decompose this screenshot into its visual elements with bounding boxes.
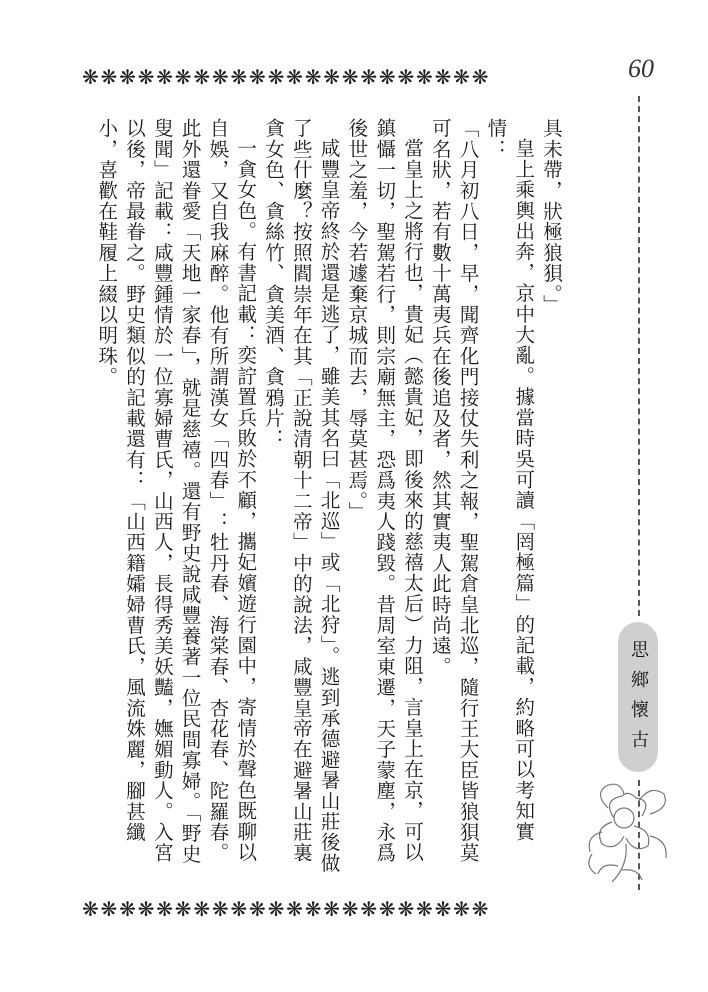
bottom-ornament-border: ❋❋❋❋❋❋❋❋❋❋❋❋❋❋❋❋❋❋❋❋❋❋ — [82, 897, 491, 921]
peony-flower-icon — [572, 770, 692, 890]
paragraph-5: 咸豐皇帝終於還是逃了，雖美其名曰「北巡」或「北狩」。逃到承德避暑山莊後做了些什麼？按照閻崇年在其「正說清朝十二帝」中的說法，咸豐皇帝在避暑山莊裏貪女色、貪絲竹、貪美酒、貪鴉片： — [262, 118, 341, 873]
page-number: 60 — [628, 54, 654, 83]
paragraph-6: 一貪女色。有書記載：奕詝置兵敗於不顧，攜妃嬪遊行園中，寄情於聲色既聊以自娛，又自我麻醉。他有所謂漢女「四春」：牡丹春、海棠春、杏花春、陀羅春。此外還眷愛「天地一家春」，就是慈禧。還有野史說咸豐養著一位民間寡婦。「野史叟聞」記載：咸豐鍾情於一位寡婦曹氏，山西人，長得秀美妖豔，嫵媚動人。入宮以後，帝最眷之。野史類似的記載還有：「山西籍孀婦曹氏，風流姝麗，腳甚纖小，喜歡在鞋履上綴以明珠。 — [95, 118, 258, 865]
paragraph-1: 具未帶，狀極狼狽。」 — [540, 118, 563, 316]
paragraph-3: 「八月初八日，早，聞齊化門接仗失利之報，聖駕倉皇北巡，隨行王大臣皆狼狽莫可名狀，若有數十萬夷兵在後追及者，然其實夷人此時尚遠。 — [428, 118, 480, 864]
side-dashed-line — [638, 96, 640, 616]
vertical-text-body — [95, 118, 565, 882]
paragraph-4: 當皇上之將行也，貴妃（懿貴妃，即後來的慈禧太后）力阻，言皇上在京，可以鎮懾一切，聖駕若行，則宗廟無主，恐爲夷人踐毀。昔周室東遷，天子蒙塵，永爲後世之羞，今若遽棄京城而去，辱莫甚焉。」 — [345, 118, 425, 864]
paragraph-2: 皇上乘輿出奔，京中大亂。據當時吳可讀「罔極篇」的記載，約略可以考知實情： — [484, 118, 536, 842]
top-ornament-border: ❋❋❋❋❋❋❋❋❋❋❋❋❋❋❋❋❋❋❋❋❋❋ — [82, 65, 491, 89]
chapter-tab: 思鄉懷古 — [618, 622, 658, 772]
